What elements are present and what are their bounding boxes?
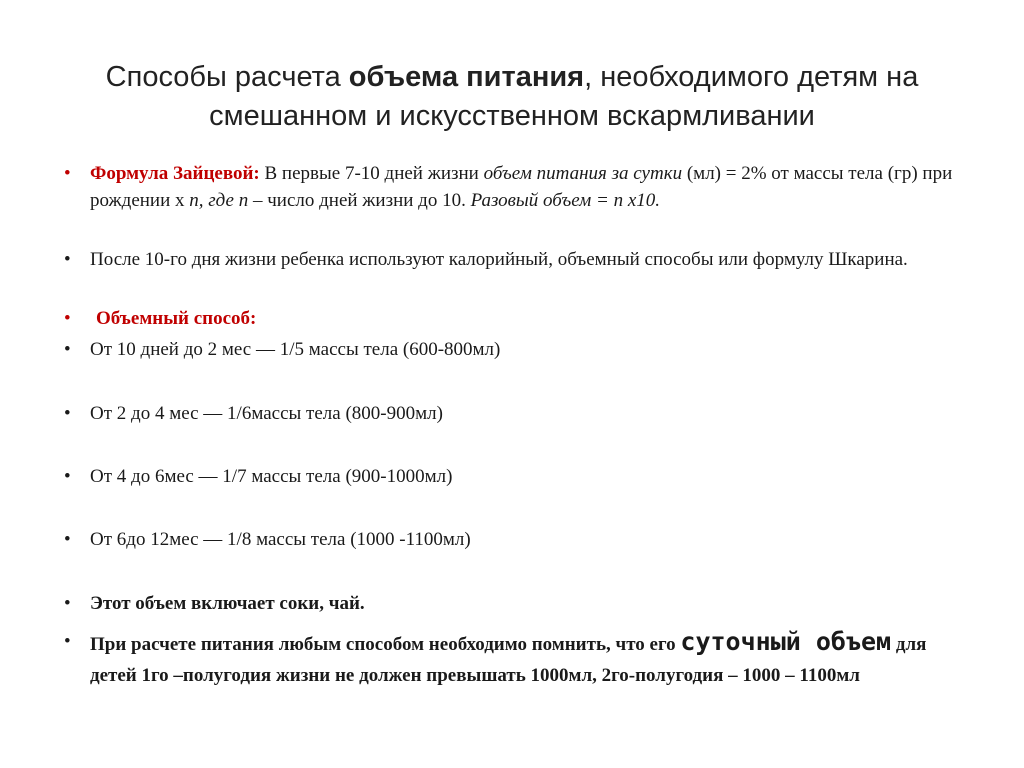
zaitseva-text1: В первые 7-10 дней жизни [259,163,484,184]
zaitseva-italic1: объем питания за сутки [483,163,683,184]
list-item-juice [64,590,964,617]
list-item-zaitseva [64,160,964,214]
bullet: • [64,466,71,487]
title-part2: , необходимого детям на [584,61,919,93]
zaitseva-italic3: Разовый объем = n х10. [470,190,661,211]
bullet: • [64,593,71,614]
list-item-range3 [64,463,964,490]
title-bold: объема питания [348,61,585,93]
bullet: • [64,631,71,652]
title-part1: Способы расчета [105,61,349,93]
zaitseva-italic2: n, где n [189,190,249,211]
bullet: • [64,529,71,550]
range3-text: От 4 до 6мес — 1/7 массы тела (900-1000мл) [90,466,453,487]
title-line2: смешанном и искусственном вскармливании [209,100,815,132]
range4-text: От 6до 12мес — 1/8 массы тела (1000 -1100мл) [90,529,471,550]
slide-title [0,58,1024,136]
bullet: • [64,308,71,329]
range2-text: От 2 до 4 мес — 1/6массы тела (800-900мл) [90,403,443,424]
list-item-range4 [64,526,964,553]
list-item-volumetric [64,305,964,332]
list-item-after10 [64,246,964,273]
zaitseva-label: Формула Зайцевой: [90,163,260,184]
list-item-range1 [64,336,964,363]
range1-text: От 10 дней до 2 мес — 1/5 массы тела (600-800мл) [90,339,501,360]
volumetric-label: Объемный способ: [96,308,257,329]
bullet: • [64,249,71,270]
bullet: • [64,339,71,360]
bullet: • [64,403,71,424]
remember-text1: При расчете питания любым способом необходимо помнить, что его [90,634,681,655]
bullet: • [64,163,71,184]
zaitseva-text2: (мл) = 2% от массы тела (гр) при рождении х [90,163,953,211]
after10-text: После 10-го дня жизни ребенка используют калорийный, объемный способы или формулу Шкарина. [90,249,908,270]
juice-text: Этот объем включает соки, чай. [90,593,365,614]
list-item-range2 [64,400,964,427]
remember-text2: для детей 1го –полугодия жизни не должен превышать 1000мл, 2го-полугодия – 1000 – 1100мл [90,634,927,686]
list-item-remember [64,626,964,691]
zaitseva-text3: – число дней жизни до 10. [248,190,471,211]
remember-emphasis: суточный объем [680,627,892,656]
